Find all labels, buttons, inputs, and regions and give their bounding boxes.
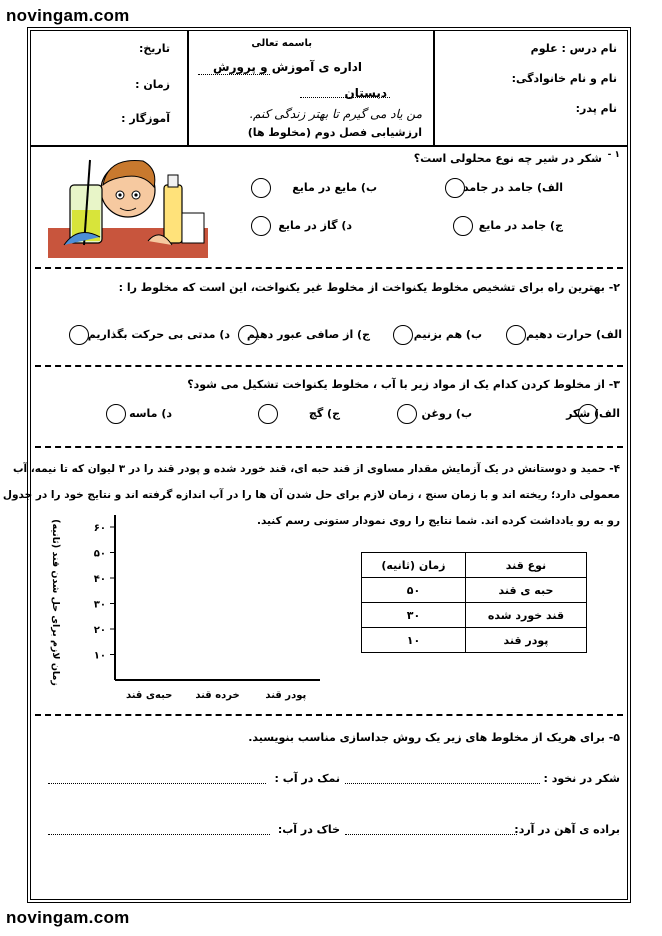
q1-number: ۱ - [607, 150, 620, 160]
q3-option-d: د) ماسه [129, 407, 172, 420]
chart-y-tick-label: ۵۰ [93, 548, 106, 560]
header-bottom-rule [31, 145, 627, 147]
school-blank [300, 97, 390, 98]
q5-text: ۵- برای هریک از مخلوط های زیر یک روش جداسازی مناسب بنویسید. [248, 731, 620, 744]
table-cell: پودر قند [465, 628, 586, 653]
q1-option-b: ب) مایع در مایع [292, 181, 377, 194]
exam-title: ارزشیابی فصل دوم (مخلوط ها) [247, 126, 422, 139]
q2-option-b: ب) هم بزنیم [413, 328, 482, 341]
q3-option-d-circle[interactable] [106, 404, 126, 424]
divider-1 [35, 267, 623, 269]
site-watermark-bottom: novingam.com [6, 908, 130, 927]
education-office: اداره ی آموزش و پرورش [213, 60, 362, 74]
q3-option-b: ب) روغن [421, 407, 472, 420]
q1-text: شکر در شیر چه نوع محلولی است؟ [413, 152, 602, 165]
table-row [362, 578, 587, 603]
q2-option-d: د) مدتی بی حرکت بگذاریم [87, 328, 230, 341]
q2-option-a: الف) حرارت دهیم [525, 328, 622, 341]
header-divider-right [433, 31, 435, 146]
q5-blank-1[interactable] [345, 783, 540, 784]
q2-option-a-circle[interactable] [506, 325, 526, 345]
table-header-cell: نوع قند [465, 553, 586, 578]
q1-option-d-circle[interactable] [251, 216, 271, 236]
table-header-row [362, 553, 587, 578]
student-name-label: نام و نام خانوادگی: [511, 72, 617, 85]
q1-option-d: د) گاز در مایع [278, 219, 352, 232]
chart-x-category-label: حبه‌ی قند [125, 690, 173, 701]
table-cell: ۳۰ [362, 603, 466, 628]
divider-2 [35, 365, 623, 367]
chart-y-axis-label: زمان لازم برای حل شدن قند (ثانیه) [49, 519, 61, 686]
date-label: تاریخ: [138, 42, 170, 55]
father-name-label: نام پدر: [575, 102, 617, 115]
q5-item-3: براده ی آهن در آرد: [514, 823, 620, 836]
q1-option-c-circle[interactable] [453, 216, 473, 236]
q3-text: ۳- از مخلوط کردن کدام یک از مواد زیر با آب ، مخلوط یکنواخت تشکیل می شود؟ [187, 378, 620, 391]
q3-option-c: ج) گچ [308, 407, 340, 420]
q1-option-b-circle[interactable] [251, 178, 271, 198]
table-cell: حبه ی قند [465, 578, 586, 603]
q5-item-1: شکر در نخود : [543, 772, 620, 785]
chart-y-tick-label: ۲۰ [93, 625, 106, 636]
header-divider-left [187, 31, 189, 146]
chart-y-tick-label: ۱۰ [93, 650, 106, 662]
q2-text: ۲- بهترین راه برای تشخیص مخلوط یکنواخت از مخلوط غیر یکنواخت، این است که مخلوط را : [118, 281, 620, 294]
q4-text-line2: معمولی دارد؛ ریخته اند و با زمان سنج ، زمان لازم برای حل شدن آن ها را در آب اندازه گرفته اند و نتایج خود را در جدول [2, 489, 620, 501]
time-label: زمان : [135, 78, 170, 91]
divider-3 [35, 446, 623, 448]
chart-y-tick-label: ۶۰ [93, 523, 106, 534]
divider-4 [35, 714, 623, 716]
q4-text-line3: رو به رو یادداشت کرده اند. شما نتایج را روی نمودار ستونی رسم کنید. [256, 515, 620, 527]
q4-text-line1: ۴- حمید و دوستانش در یک آزمایش مقدار مساوی از قند حبه ای، قند خورد شده و پودر قند را در ۳ لیوان که تا نیمه، آب [12, 463, 620, 475]
q5-blank-4[interactable] [48, 834, 270, 835]
q2-option-d-circle[interactable] [69, 325, 89, 345]
table-header-cell: زمان (ثانیه) [362, 553, 466, 578]
q5-blank-2[interactable] [48, 783, 266, 784]
site-watermark-top: novingam.com [6, 6, 130, 25]
table-cell: ۱۰ [362, 628, 466, 653]
results-table [361, 552, 587, 653]
girl-experiment-illustration [48, 155, 208, 260]
table-cell: قند خورد شده [465, 603, 586, 628]
q5-item-2: نمک در آب : [274, 772, 340, 785]
chart-y-tick-label: ۳۰ [93, 599, 106, 611]
motto: من یاد می گیرم تا بهتر زندگی کنم. [249, 107, 422, 121]
office-blank [198, 74, 270, 75]
subject-label: نام درس : علوم [530, 42, 617, 55]
table-cell: ۵۰ [362, 578, 466, 603]
q2-option-b-circle[interactable] [393, 325, 413, 345]
chart-x-category-label: پودر قند [265, 690, 307, 701]
chart-y-tick-label: ۴۰ [93, 574, 106, 585]
bismillah: باسمه تعالی [251, 38, 312, 49]
q3-option-b-circle[interactable] [397, 404, 417, 424]
chart-x-category-label: خرده قند [195, 690, 240, 701]
q5-item-4: خاک در آب: [277, 823, 340, 836]
school-label: دبستان [344, 86, 387, 100]
q1-option-a-circle[interactable] [445, 178, 465, 198]
q3-option-c-circle[interactable] [258, 404, 278, 424]
q1-option-a: الف) جامد در جامد [463, 181, 563, 194]
table-row [362, 603, 587, 628]
q5-blank-3[interactable] [345, 834, 517, 835]
table-row [362, 628, 587, 653]
q2-option-c: ج) از صافی عبور دهیم [246, 328, 370, 341]
blank-bar-chart[interactable] [55, 505, 330, 705]
q3-option-a: الف) شکر [566, 407, 620, 420]
q1-option-c: ج) جامد در مایع [478, 219, 563, 232]
teacher-label: آموزگار : [121, 112, 170, 125]
